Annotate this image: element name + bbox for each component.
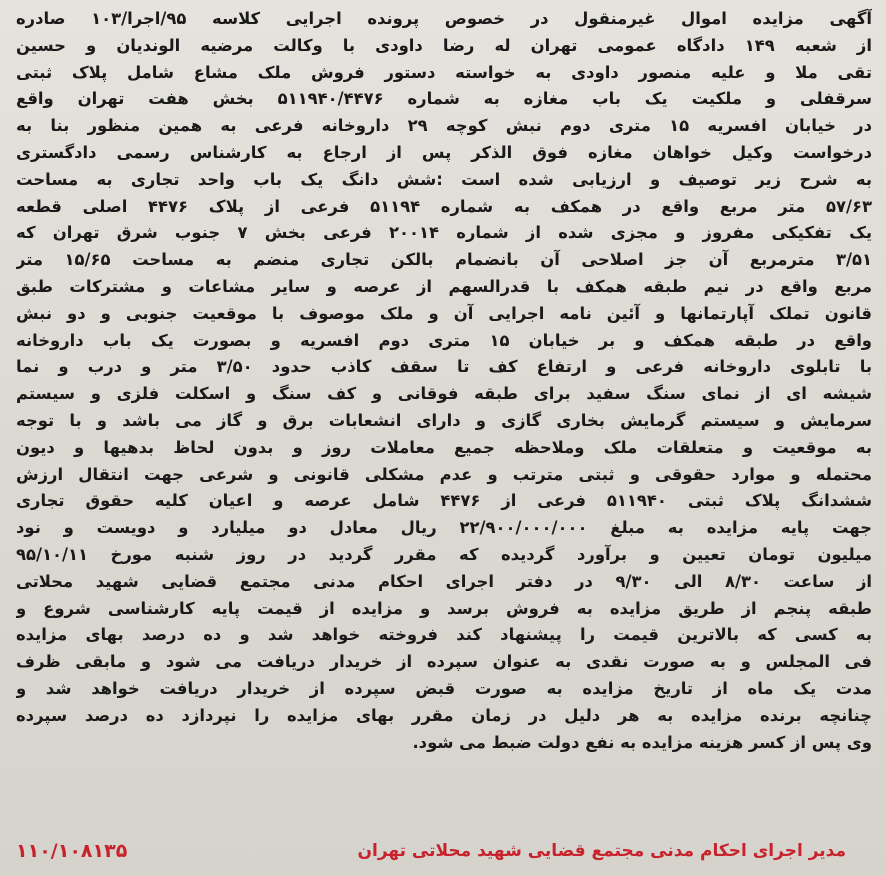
- notice-line: از شعبه ۱۴۹ دادگاه عمومی تهران له رضا داودی با وکالت مرضیه الوندیان و حسین: [16, 35, 872, 55]
- notice-reference-code: ۱۱۰/۱۰۸۱۳۵: [16, 840, 128, 862]
- notice-line: ۵۷/۶۳ متر مربع واقع در همکف به شماره ۵۱۱۹۴ فرعی از پلاک ۴۴۷۶ اصلی قطعه: [16, 196, 872, 216]
- notice-line: آگهی مزایده اموال غیرمنقول در خصوص پرونده اجرایی کلاسه ۹۵/اجرا/۱۰۳ صادره: [16, 9, 872, 28]
- notice-line: تقی ملا و علیه منصور داودی به خواسته دستور فروش ملک مشاع شامل پلاک ثبتی: [16, 62, 872, 82]
- notice-line: به کسی که بالاترین قیمت را پیشنهاد کند فروخته خواهد شد و ده درصد بهای مزایده: [16, 625, 872, 645]
- notice-line: شیشه ای از نمای سنگ سفید برای طبقه فوقانی و کف سنگ و اسکلت فلزی و سیستم: [16, 384, 872, 404]
- notice-line: فی المجلس و به صورت نقدی به عنوان سپرده از خریدار دریافت می شود و مابقی ظرف: [16, 652, 872, 672]
- notice-line: طبقه پنجم از طریق مزایده به فروش برسد و مزایده از قیمت پایه کارشناسی شروع و: [16, 598, 872, 618]
- notice-line: چنانچه برنده مزایده به هر دلیل در زمان مقرر بهای مزایده را نپردازد ده درصد سپرده: [16, 705, 872, 725]
- notice-line: به موقعیت و متعلقات ملک وملاحظه جمیع معاملات روز و بدون لحاظ بدهیها و دیون: [16, 437, 872, 457]
- notice-line: به شرح زیر توصیف و ارزیابی شده است :شش دانگ یک باب واحد تجاری به مساحت: [16, 169, 872, 189]
- issuer-signature-line: مدیر اجرای احکام مدنی مجتمع قضایی شهید محلاتی تهران: [357, 841, 846, 861]
- notice-line: سرمایش و سیستم گرمایش بخاری گازی و دارای انشعابات برق و گاز می باشد و با توجه: [16, 410, 872, 430]
- notice-line: میلیون تومان تعیین و برآورد گردیده که مقرر گردید در روز شنبه مورخ ۹۵/۱۰/۱۱: [16, 544, 872, 564]
- notice-line: در خیابان افسریه ۱۵ متری دوم نبش کوچه ۲۹ داروخانه فرعی به همین منظور بنا به: [16, 116, 872, 136]
- notice-footer: [16, 836, 846, 866]
- notice-line: قانون تملک آپارتمانها و آئین نامه اجرایی آن و ملک موصوف با موقعیت جنوبی و دو نبش: [16, 303, 872, 323]
- notice-line: درخواست وکیل خواهان مغازه فوق الذکر پس از ارجاع به کارشناس رسمی دادگستری: [16, 142, 872, 162]
- notice-line: ۳/۵۱ مترمربع آن جز اصلاحی آن بانضمام بالکن تجاری منضم به مساحت ۱۵/۶۵ متر: [16, 250, 872, 270]
- notice-line: محتمله و موارد حقوقی و ثبتی مترتب و عدم مشکلی قانونی و شرعی جهت انتقال ارزش: [16, 464, 872, 484]
- notice-line: مدت یک ماه از تاریخ مزایده به صورت قبض سپرده از خریدار دریافت خواهد شد و: [16, 678, 872, 698]
- auction-notice-body: [16, 6, 872, 756]
- notice-line: یک تفکیکی مفروز و مجزی شده از شماره ۲۰۰۱۴ فرعی بخش ۷ جنوب شرق تهران که: [16, 223, 872, 243]
- notice-line: از ساعت ۸/۳۰ الی ۹/۳۰ در دفتر اجرای احکام مدنی مجتمع قضایی شهید محلاتی: [16, 571, 872, 591]
- notice-line: ششدانگ پلاک ثبتی ۵۱۱۹۴۰ فرعی از ۴۴۷۶ شامل عرصه و اعیان کلیه حقوق تجاری: [16, 491, 872, 511]
- notice-line: سرقفلی و ملکیت یک باب مغازه به شماره ۵۱۱۹۴۰/۴۴۷۶ بخش هفت تهران واقع: [16, 89, 872, 109]
- notice-line: با تابلوی داروخانه فرعی و ارتفاع کف تا سقف کاذب حدود ۳/۵۰ متر و درب و نما: [16, 357, 872, 377]
- notice-line: جهت پایه مزایده به مبلغ ۲۲/۹۰۰/۰۰۰/۰۰۰ ریال معادل دو میلیارد و دویست و نود: [16, 518, 872, 538]
- notice-line: واقع در طبقه همکف و بر خیابان ۱۵ متری دوم افسریه و بصورت یک باب داروخانه: [16, 330, 872, 350]
- notice-line-last: وی پس از کسر هزینه مزایده به نفع دولت ضبط می شود.: [412, 732, 872, 752]
- notice-line: مربع واقع در نیم طبقه همکف با قدرالسهم از عرصه و سایر مشاعات و مشترکات طبق: [16, 276, 872, 296]
